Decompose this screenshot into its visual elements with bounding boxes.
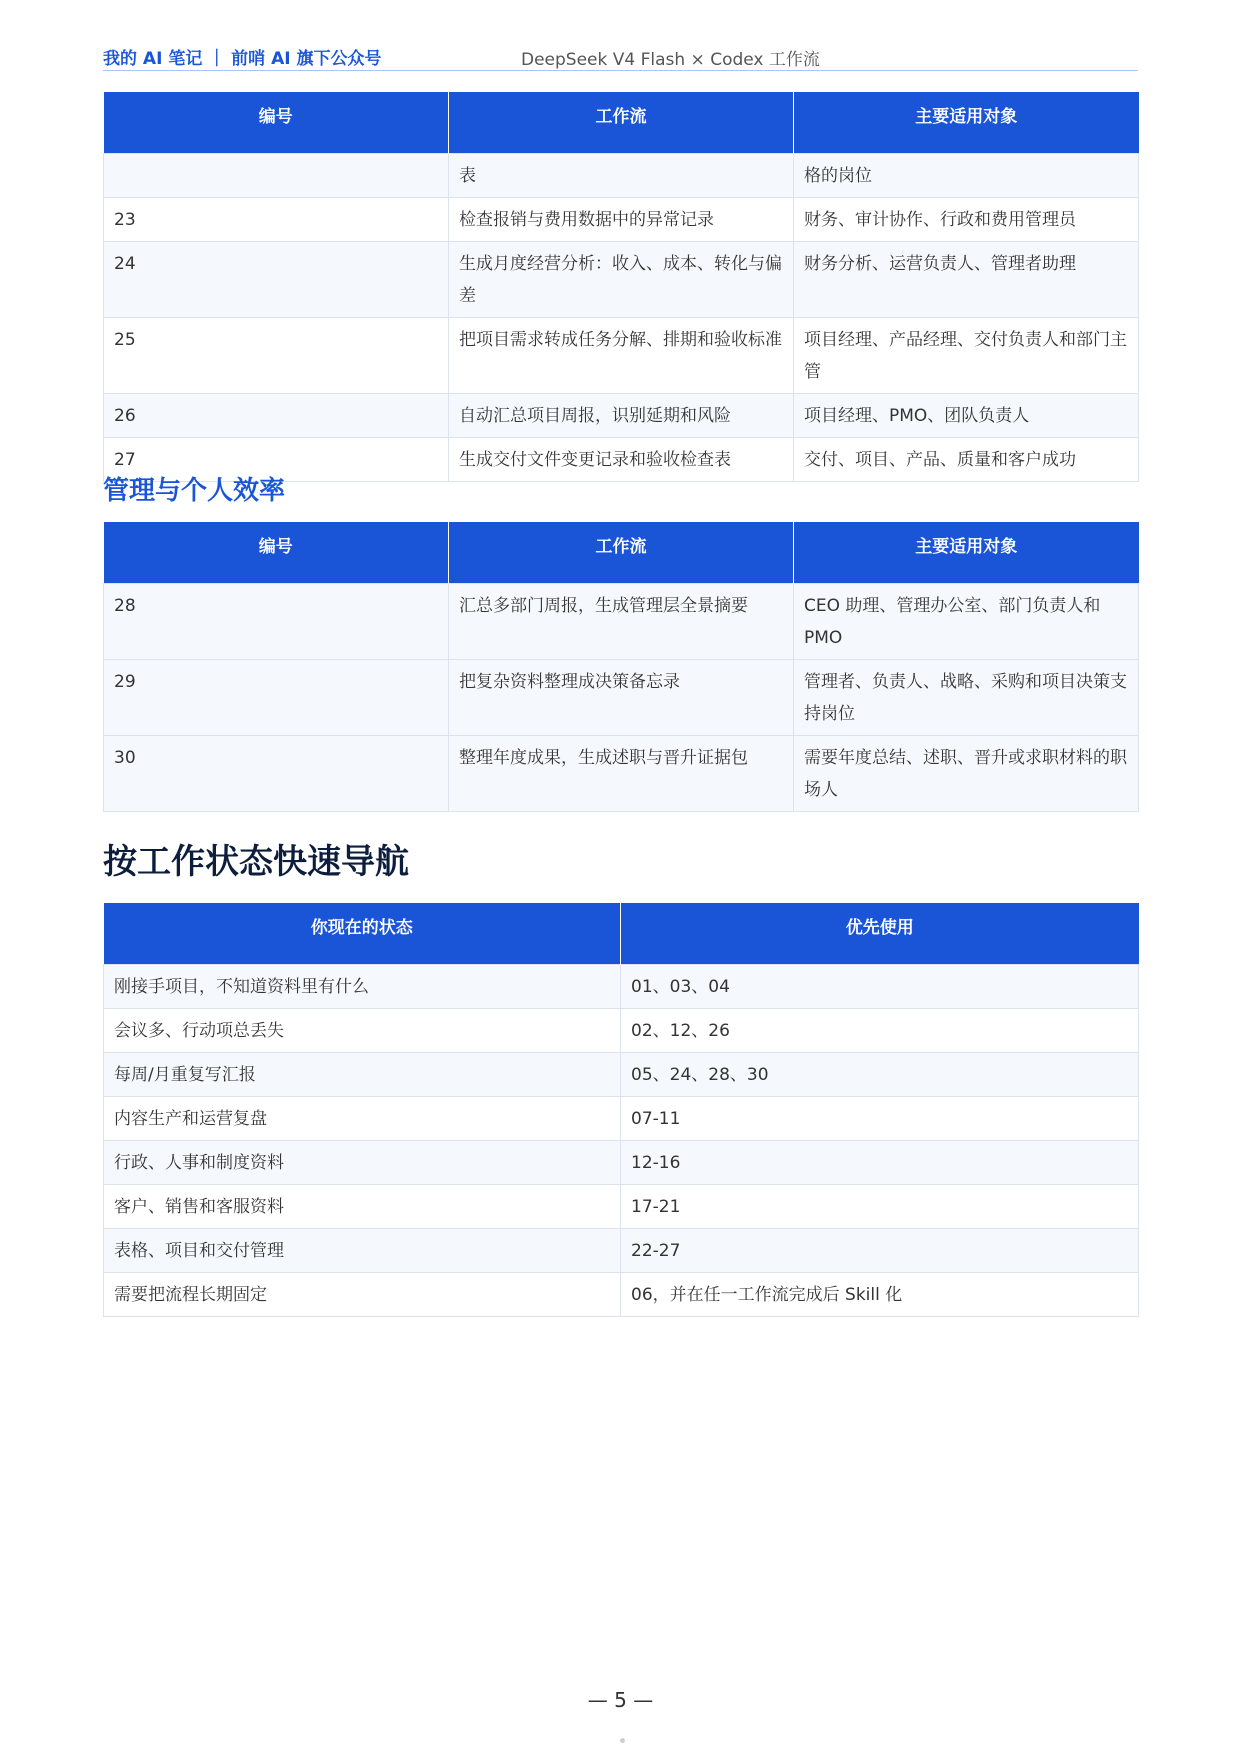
table-row xyxy=(104,1273,1139,1317)
table-row xyxy=(104,394,1139,438)
column-header-workflow: 工作流 xyxy=(449,522,794,584)
cell-priority: 05、24、28、30 xyxy=(621,1053,1139,1097)
cell-state: 表格、项目和交付管理 xyxy=(104,1229,621,1273)
column-header-number: 编号 xyxy=(104,522,449,584)
cell-audience: 项目经理、产品经理、交付负责人和部门主管 xyxy=(794,318,1139,394)
table-header-row xyxy=(104,522,1139,584)
cell-workflow: 汇总多部门周报，生成管理层全景摘要 xyxy=(449,584,794,660)
header-divider xyxy=(103,70,1138,71)
cell-number: 26 xyxy=(104,394,449,438)
cell-priority: 06，并在任一工作流完成后 Skill 化 xyxy=(621,1273,1139,1317)
cell-number: 27 xyxy=(104,438,449,482)
workflow-table-continued xyxy=(103,92,1139,482)
table-row xyxy=(104,736,1139,812)
cell-priority: 07-11 xyxy=(621,1097,1139,1141)
cell-number: 29 xyxy=(104,660,449,736)
table-row xyxy=(104,660,1139,736)
cell-audience: 管理者、负责人、战略、采购和项目决策支持岗位 xyxy=(794,660,1139,736)
cell-audience: CEO 助理、管理办公室、部门负责人和 PMO xyxy=(794,584,1139,660)
cell-workflow: 检查报销与费用数据中的异常记录 xyxy=(449,198,794,242)
cell-state: 每周/月重复写汇报 xyxy=(104,1053,621,1097)
cell-priority: 22-27 xyxy=(621,1229,1139,1273)
table-row xyxy=(104,242,1139,318)
header-doc-title: DeepSeek V4 Flash × Codex 工作流 xyxy=(521,50,820,70)
page-header xyxy=(103,44,1138,70)
section-title-navigation: 按工作状态快速导航 xyxy=(103,842,409,882)
column-header-audience: 主要适用对象 xyxy=(794,522,1139,584)
table-header-row xyxy=(104,903,1139,965)
cell-state: 需要把流程长期固定 xyxy=(104,1273,621,1317)
column-header-audience: 主要适用对象 xyxy=(794,92,1139,154)
cell-number: 28 xyxy=(104,584,449,660)
column-header-number: 编号 xyxy=(104,92,449,154)
table-row xyxy=(104,1009,1139,1053)
cell-priority: 12-16 xyxy=(621,1141,1139,1185)
cell-number: 24 xyxy=(104,242,449,318)
cell-audience: 需要年度总结、述职、晋升或求职材料的职场人 xyxy=(794,736,1139,812)
cell-workflow: 把项目需求转成任务分解、排期和验收标准 xyxy=(449,318,794,394)
cell-number: 25 xyxy=(104,318,449,394)
header-brand: 我的 AI 笔记 ｜ 前哨 AI 旗下公众号 xyxy=(103,49,382,69)
table-row xyxy=(104,318,1139,394)
cell-workflow: 生成月度经营分析：收入、成本、转化与偏差 xyxy=(449,242,794,318)
cell-audience: 交付、项目、产品、质量和客户成功 xyxy=(794,438,1139,482)
cell-state: 客户、销售和客服资料 xyxy=(104,1185,621,1229)
table-row xyxy=(104,154,1139,198)
page-number: — 5 — xyxy=(587,1688,654,1712)
column-header-workflow: 工作流 xyxy=(449,92,794,154)
footer-dot xyxy=(620,1738,625,1743)
cell-number: 30 xyxy=(104,736,449,812)
cell-workflow: 自动汇总项目周报，识别延期和风险 xyxy=(449,394,794,438)
cell-workflow: 把复杂资料整理成决策备忘录 xyxy=(449,660,794,736)
cell-audience: 财务分析、运营负责人、管理者助理 xyxy=(794,242,1139,318)
cell-state: 会议多、行动项总丢失 xyxy=(104,1009,621,1053)
cell-workflow: 生成交付文件变更记录和验收检查表 xyxy=(449,438,794,482)
column-header-state: 你现在的状态 xyxy=(104,903,621,965)
table-row xyxy=(104,1185,1139,1229)
table-header-row xyxy=(104,92,1139,154)
cell-workflow: 整理年度成果，生成述职与晋升证据包 xyxy=(449,736,794,812)
cell-priority: 17-21 xyxy=(621,1185,1139,1229)
status-navigation-table xyxy=(103,903,1139,1317)
table-row xyxy=(104,965,1139,1009)
cell-number xyxy=(104,154,449,198)
cell-priority: 01、03、04 xyxy=(621,965,1139,1009)
section-title-management: 管理与个人效率 xyxy=(103,476,286,506)
cell-audience: 格的岗位 xyxy=(794,154,1139,198)
table-row xyxy=(104,1229,1139,1273)
cell-state: 刚接手项目，不知道资料里有什么 xyxy=(104,965,621,1009)
cell-audience: 项目经理、PMO、团队负责人 xyxy=(794,394,1139,438)
table-row xyxy=(104,198,1139,242)
cell-state: 行政、人事和制度资料 xyxy=(104,1141,621,1185)
table-row xyxy=(104,1097,1139,1141)
cell-workflow: 表 xyxy=(449,154,794,198)
table-row xyxy=(104,584,1139,660)
cell-audience: 财务、审计协作、行政和费用管理员 xyxy=(794,198,1139,242)
column-header-priority: 优先使用 xyxy=(621,903,1139,965)
cell-priority: 02、12、26 xyxy=(621,1009,1139,1053)
cell-state: 内容生产和运营复盘 xyxy=(104,1097,621,1141)
cell-number: 23 xyxy=(104,198,449,242)
management-workflow-table xyxy=(103,522,1139,812)
table-row xyxy=(104,1053,1139,1097)
table-row xyxy=(104,1141,1139,1185)
